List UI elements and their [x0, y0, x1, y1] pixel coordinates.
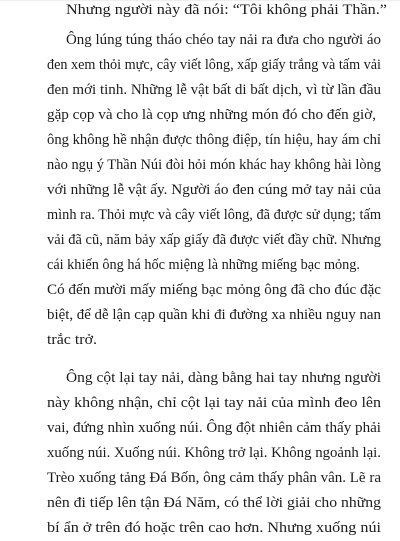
text-line: trắc trở.	[47, 332, 97, 348]
text-line: này không nhận, chỉ cột lại tay nải của mình đeo lên	[47, 395, 381, 411]
text-line: bí ẩn ở trên đó hoặc trên cao hơn. Nhưng xuống núi	[47, 520, 381, 536]
text-line: nào ngụ ý Thần Núi đòi hỏi món khác hay không hài lòng	[47, 157, 381, 173]
text-line: gặp cọp và cho là cọp ưng những món đó cho đến giờ,	[47, 107, 376, 123]
text-line: vải đã cũ, năm bảy xấp giấy đã được viết đầy chữ. Nhưng	[47, 232, 381, 248]
text-line: nên đi tiếp lên tận Đá Năm, có thể lời giải cho những	[47, 495, 381, 511]
text-line: biệt, để dễ lận cạp quần khi đi đường xa nhiều nguy nan	[47, 307, 381, 323]
text-line: mình ra. Thỏi mực và cây viết lông, đã được sử dụng; tấm	[47, 207, 381, 223]
text-line: cái khiến ông há hốc miệng là những miếng bạc mỏng.	[47, 257, 360, 273]
text-line: với những lễ vật ấy. Người áo đen cúng mở tay nải của	[47, 182, 381, 198]
text-line: Ông lúng túng tháo chéo tay nải ra đưa cho người áo	[66, 32, 381, 48]
text-line: Nhưng người này đã nói: “Tôi không phải Thần.”	[66, 2, 387, 18]
text-line: vai, đứng nhìn xuống núi. Ông đột nhiên cảm thấy phải	[47, 420, 382, 436]
text-line: Có đến mười mấy miếng bạc mỏng ông đã cho đúc đặc	[47, 282, 381, 298]
text-line: đen xem thỏi mực, cây viết lông, xấp giấy trắng và tấm vải	[47, 57, 381, 73]
text-line: Trèo xuống tảng Đá Bốn, ông cảm thấy phân vân. Lẽ ra	[47, 470, 381, 486]
text-line: Ông cột lại tay nải, dàng bằng hai tay nhưng người	[66, 370, 381, 386]
text-line: đen mới tinh. Những lễ vật bất di bất dịch, vì từ lần đầu	[47, 82, 381, 98]
text-line: xuống núi. Xuống núi. Không trở lại. Không ngoảnh lại.	[47, 445, 381, 461]
text-line: ông không hề nhận được thông điệp, tín hiệu, hay ám chỉ	[47, 132, 381, 148]
